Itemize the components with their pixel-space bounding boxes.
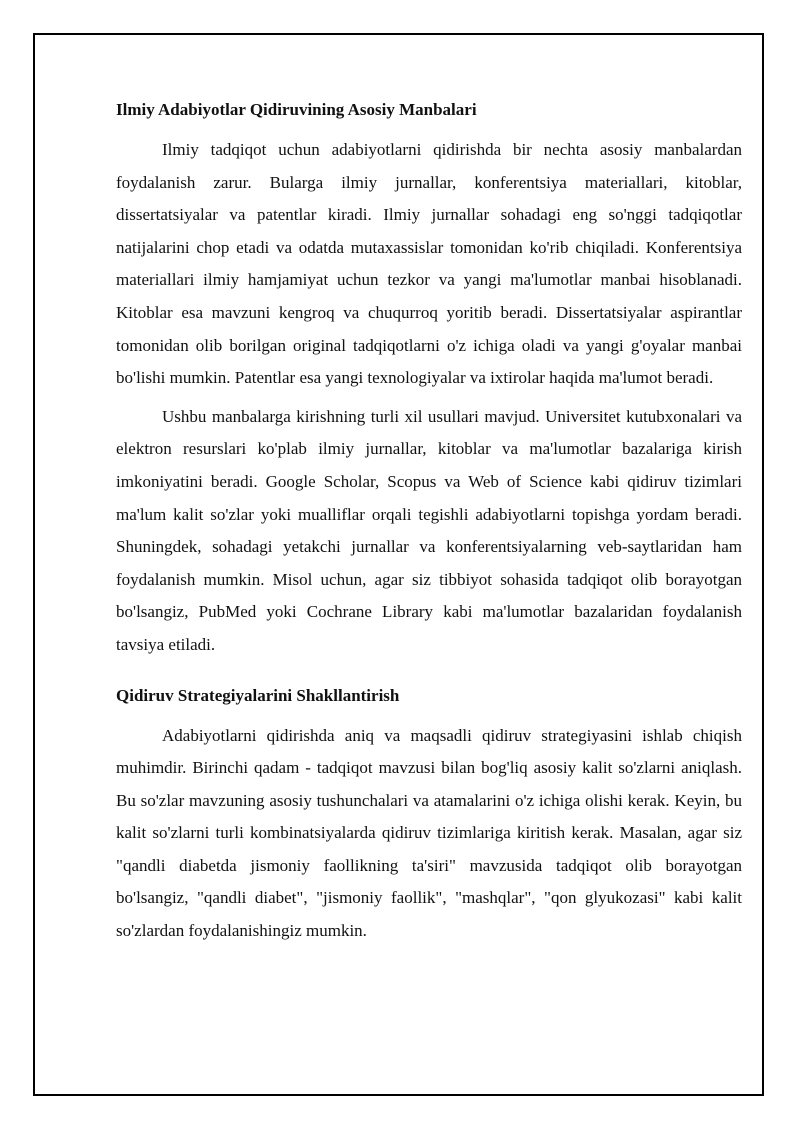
section-sources: [116, 98, 742, 662]
section-strategies: [116, 684, 742, 948]
paragraph: Adabiyotlarni qidirishda aniq va maqsadli qidiruv strategiyasini ishlab chiqish muhimdir. Birinchi qadam - tadqiqot mavzusi bilan bog'liq asosiy kalit so'zlarni aniqlash. Bu so'zlar mavzuning asosiy tushunchalari va atamalarini o'z ichiga olishi kerak. Keyin, bu kalit so'zlarni turli kombinatsiyalarda qidiruv tizimlariga kiritish kerak. Masalan, agar siz "qandli diabetda jismoniy faollikning ta'siri" mavzusida tadqiqot olib borayotgan bo'lsangiz, "qandli diabet", "jismoniy faollik", "mashqlar", "qon glyukozasi" kabi kalit so'zlardan foydalanishingiz mumkin.: [116, 725, 742, 941]
section-spacer: [116, 668, 742, 684]
section-heading: Ilmiy Adabiyotlar Qidiruvining Asosiy Manbalari: [116, 100, 477, 119]
document-body: [116, 98, 742, 954]
section-heading: Qidiruv Strategiyalarini Shakllantirish: [116, 685, 400, 705]
paragraph: Ushbu manbalarga kirishning turli xil usullari mavjud. Universitet kutubxonalari va elektron resurslari ko'plab ilmiy jurnallar, kitoblar va ma'lumotlar bazalariga kirish imkoniyatini beradi. Google Scholar, Scopus va Web of Science kabi qidiruv tizimlari ma'lum kalit so'zlar yoki mualliflar orqali tegishli adabiyotlarni topishga yordam beradi. Shuningdek, sohadagi yetakchi jurnallar va konferentsiyalarning veb-saytlaridan ham foydalanish mumkin. Misol uchun, agar siz tibbiyot sohasida tadqiqot olib borayotgan bo'lsangiz, PubMed yoki Cochrane Library kabi ma'lumotlar bazalaridan foydalanish tavsiya etiladi.: [116, 406, 742, 654]
paragraph: Ilmiy tadqiqot uchun adabiyotlarni qidirishda bir nechta asosiy manbalardan foydalanish zarur. Bularga ilmiy jurnallar, konferentsiya materiallari, kitoblar, dissertatsiyalar va patentlar kiradi. Ilmiy jurnallar sohadagi eng so'nggi tadqiqotlar natijalarini chop etadi va odatda mutaxassislar tomonidan ko'rib chiqiladi. Konferentsiya materiallari ilmiy hamjamiyat uchun tezkor va yangi ma'lumotlar manbai hisoblanadi. Kitoblar esa mavzuni kengroq va chuqurroq yoritib beradi. Dissertatsiyalar aspirantlar tomonidan olib borilgan original tadqiqotlarni o'z ichiga oladi va yangi g'oyalar manbai bo'lishi mumkin. Patentlar esa yangi texnologiyalar va ixtirolar haqida ma'lumot beradi.: [116, 140, 742, 388]
